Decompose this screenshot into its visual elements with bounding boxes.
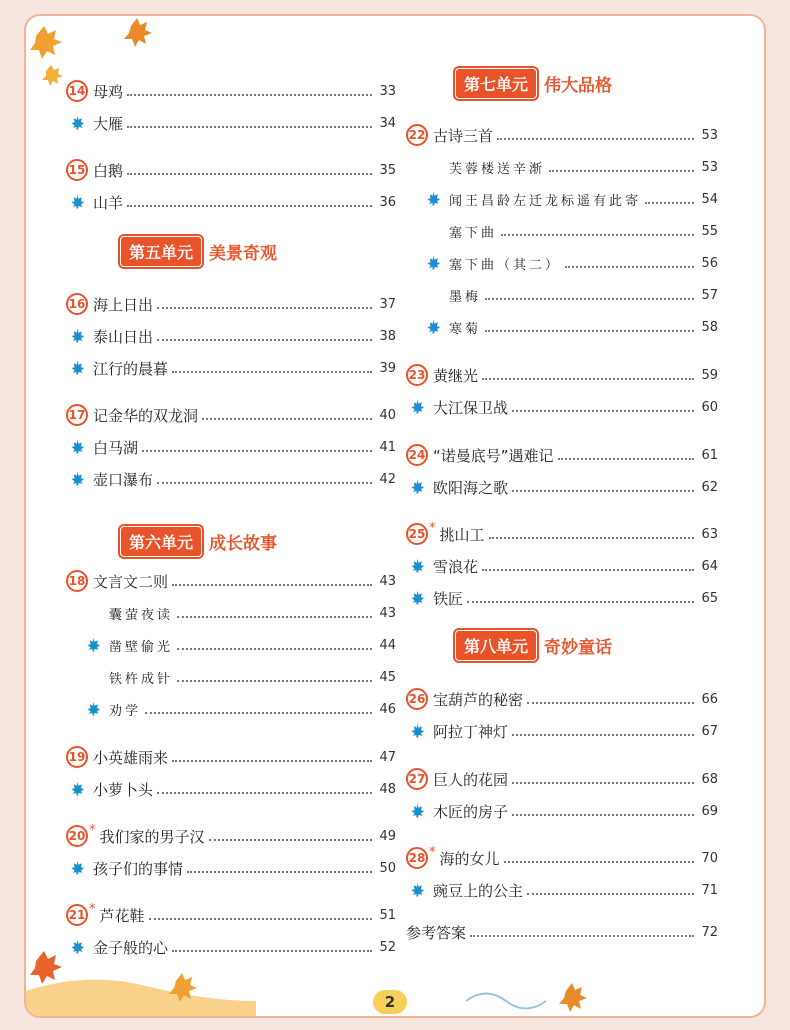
toc-entry[interactable]: [406, 282, 718, 308]
toc-entry[interactable]: [66, 600, 396, 626]
entry-page-number: 61: [701, 447, 718, 463]
entry-title: 参考答案: [406, 923, 467, 942]
entry-title: 木匠的房子: [433, 802, 509, 821]
lesson-number-badge: 24: [406, 444, 428, 466]
dot-leader: [512, 410, 694, 412]
entry-page-number: 47: [379, 749, 396, 765]
dot-leader: [485, 298, 694, 300]
maple-leaf-icon: [66, 439, 88, 455]
unit-heading: [121, 236, 277, 266]
entry-title: 寒菊: [449, 321, 482, 337]
entry-page-number: 62: [701, 479, 718, 495]
toc-entry[interactable]: [406, 919, 718, 945]
entry-title: 泰山日出: [93, 327, 154, 346]
entry-title: 海上日出: [93, 295, 154, 314]
toc-entry[interactable]: [406, 394, 718, 420]
dot-leader: [482, 569, 694, 571]
entry-page-number: 39: [379, 360, 396, 376]
dot-leader: [142, 450, 372, 452]
toc-entry[interactable]: [66, 696, 396, 722]
toc-entry[interactable]: [66, 664, 396, 690]
dot-leader: [512, 490, 694, 492]
entry-page-number: 69: [701, 803, 718, 819]
entry-page-number: 41: [379, 439, 396, 455]
toc-entry[interactable]: [406, 250, 718, 276]
toc-entry[interactable]: [66, 291, 396, 317]
dot-leader: [177, 680, 372, 682]
unit-heading: [121, 526, 277, 556]
toc-entry[interactable]: [406, 845, 718, 871]
entry-title: 挑山工: [439, 525, 485, 544]
dot-leader: [177, 648, 372, 650]
dot-leader: [470, 935, 694, 937]
dot-leader: [482, 378, 694, 380]
entry-page-number: 72: [701, 924, 718, 940]
entry-title: 芦花鞋: [99, 906, 145, 925]
dot-leader: [127, 205, 372, 207]
toc-entry[interactable]: [406, 442, 718, 468]
entry-title: 塞下曲: [449, 225, 498, 241]
toc-entry[interactable]: [66, 402, 396, 428]
entry-page-number: 33: [379, 83, 396, 99]
dot-leader: [172, 584, 372, 586]
dot-leader: [467, 601, 694, 603]
entry-title: 巨人的花园: [433, 770, 509, 789]
entry-page-number: 71: [701, 882, 718, 898]
toc-entry[interactable]: [406, 686, 718, 712]
entry-title: 铁匠: [433, 589, 464, 608]
entry-page-number: 51: [379, 907, 396, 923]
unit-label: 第八单元: [456, 631, 536, 660]
wave-leaf-decoration: [456, 981, 606, 1018]
toc-entry[interactable]: [406, 314, 718, 340]
lesson-number-badge: 14: [66, 80, 88, 102]
toc-entry[interactable]: [406, 122, 718, 148]
toc-entry[interactable]: [406, 798, 718, 824]
lesson-number-badge: 15: [66, 159, 88, 181]
toc-entry[interactable]: [406, 362, 718, 388]
optional-star-mark: *: [89, 901, 96, 917]
unit-theme: 伟大品格: [544, 75, 613, 96]
dot-leader: [157, 482, 372, 484]
entry-title: 铁杵成针: [109, 671, 174, 687]
dot-leader: [501, 234, 694, 236]
lesson-number-badge: 17: [66, 404, 88, 426]
entry-page-number: 42: [379, 471, 396, 487]
toc-entry[interactable]: [66, 110, 396, 136]
toc-entry[interactable]: [66, 823, 396, 849]
maple-leaf-icon: [82, 637, 104, 653]
entry-title: 文言文二则: [93, 572, 169, 591]
maple-leaf-icon: [66, 360, 88, 376]
toc-entry[interactable]: [406, 718, 718, 744]
dot-leader: [172, 371, 372, 373]
unit-label: 第五单元: [121, 237, 201, 266]
toc-entry[interactable]: [406, 521, 718, 547]
entry-title: 壶口瀑布: [93, 470, 154, 489]
lesson-number-badge: 22: [406, 124, 428, 146]
toc-entry[interactable]: [66, 466, 396, 492]
lesson-number-badge: 28: [406, 847, 428, 869]
toc-entry[interactable]: [66, 355, 396, 381]
dot-leader: [527, 702, 694, 704]
maple-leaf-icon: [406, 882, 428, 898]
entry-title: 孩子们的事情: [93, 859, 184, 878]
maple-leaf-icon: [66, 860, 88, 876]
dot-leader: [512, 782, 694, 784]
toc-entry[interactable]: [66, 855, 396, 881]
entry-title: 大江保卫战: [433, 398, 509, 417]
toc-entry[interactable]: [66, 632, 396, 658]
entry-page-number: 57: [701, 287, 718, 303]
entry-page-number: 63: [701, 526, 718, 542]
dot-leader: [489, 537, 694, 539]
maple-leaf-icon: [406, 590, 428, 606]
entry-title: 记金华的双龙洞: [93, 406, 199, 425]
optional-star-mark: *: [429, 520, 436, 536]
toc-page: [24, 14, 766, 1018]
maple-leaf-icon: [406, 558, 428, 574]
dot-leader: [157, 307, 372, 309]
entry-page-number: 50: [379, 860, 396, 876]
lesson-number-badge: 18: [66, 570, 88, 592]
entry-title: 塞下曲（其二）: [449, 257, 562, 273]
lesson-number-badge: 16: [66, 293, 88, 315]
entry-title: 江行的晨暮: [93, 359, 169, 378]
entry-page-number: 35: [379, 162, 396, 178]
lesson-number-badge: 23: [406, 364, 428, 386]
entry-page-number: 64: [701, 558, 718, 574]
toc-entry[interactable]: [66, 434, 396, 460]
dot-leader: [187, 871, 372, 873]
lesson-number-badge: 20: [66, 825, 88, 847]
entry-page-number: 36: [379, 194, 396, 210]
optional-star-mark: *: [429, 844, 436, 860]
dot-leader: [645, 202, 694, 204]
entry-page-number: 68: [701, 771, 718, 787]
dot-leader: [504, 861, 694, 863]
lesson-number-badge: 27: [406, 768, 428, 790]
dot-leader: [558, 458, 694, 460]
entry-title: 劝学: [109, 703, 142, 719]
maple-leaf-icon: [406, 399, 428, 415]
dot-leader: [127, 173, 372, 175]
entry-title: 金子般的心: [93, 938, 169, 957]
entry-page-number: 43: [379, 605, 396, 621]
maple-leaf-icon: [66, 328, 88, 344]
entry-page-number: 40: [379, 407, 396, 423]
entry-title: 欧阳海之歌: [433, 478, 509, 497]
entry-title: 我们家的男子汉: [99, 827, 205, 846]
toc-entry[interactable]: [406, 585, 718, 611]
entry-page-number: 52: [379, 939, 396, 955]
entry-page-number: 49: [379, 828, 396, 844]
entry-page-number: 58: [701, 319, 718, 335]
dot-leader: [177, 616, 372, 618]
maple-leaf-icon: [66, 471, 88, 487]
dot-leader: [512, 814, 694, 816]
toc-entry[interactable]: [66, 189, 396, 215]
autumn-leaves-bottom-decoration: [26, 921, 256, 1018]
lesson-number-badge: 25: [406, 523, 428, 545]
entry-page-number: 37: [379, 296, 396, 312]
toc-entry[interactable]: [66, 744, 396, 770]
toc-entry[interactable]: [406, 553, 718, 579]
entry-title: 芙蓉楼送辛渐: [449, 161, 546, 177]
maple-leaf-icon: [406, 803, 428, 819]
entry-title: 山羊: [93, 193, 124, 212]
entry-title: 囊萤夜读: [109, 607, 174, 623]
entry-title: 墨梅: [449, 289, 482, 305]
toc-entry[interactable]: [406, 877, 718, 903]
unit-theme: 美景奇观: [209, 243, 278, 264]
entry-page-number: 56: [701, 255, 718, 271]
entry-title: “诺曼底号”遇难记: [433, 446, 554, 465]
entry-title: 凿壁偷光: [109, 639, 174, 655]
maple-leaf-icon: [66, 194, 88, 210]
unit-heading: [456, 630, 612, 660]
dot-leader: [145, 712, 372, 714]
maple-leaf-icon: [422, 191, 444, 207]
autumn-leaves-top-decoration: [26, 16, 176, 96]
entry-page-number: 48: [379, 781, 396, 797]
entry-page-number: 53: [701, 159, 718, 175]
entry-page-number: 44: [379, 637, 396, 653]
unit-label: 第六单元: [121, 527, 201, 556]
dot-leader: [149, 918, 372, 920]
entry-title: 古诗三首: [433, 126, 494, 145]
toc-entry[interactable]: [406, 766, 718, 792]
dot-leader: [209, 839, 372, 841]
unit-theme: 成长故事: [209, 533, 278, 554]
entry-page-number: 46: [379, 701, 396, 717]
entry-title: 闻王昌龄左迁龙标遥有此寄: [449, 193, 642, 209]
maple-leaf-icon: [82, 701, 104, 717]
dot-leader: [527, 893, 694, 895]
entry-title: 白鹅: [93, 161, 124, 180]
maple-leaf-icon: [66, 781, 88, 797]
maple-leaf-icon: [406, 723, 428, 739]
lesson-number-badge: 26: [406, 688, 428, 710]
toc-entry[interactable]: [406, 154, 718, 180]
toc-entry[interactable]: [406, 186, 718, 212]
entry-title: 白马湖: [93, 438, 139, 457]
entry-page-number: 59: [701, 367, 718, 383]
entry-title: 阿拉丁神灯: [433, 722, 509, 741]
dot-leader: [512, 734, 694, 736]
dot-leader: [127, 126, 372, 128]
entry-title: 豌豆上的公主: [433, 881, 524, 900]
unit-label: 第七单元: [456, 69, 536, 98]
dot-leader: [157, 792, 372, 794]
maple-leaf-icon: [406, 479, 428, 495]
maple-leaf-icon: [422, 255, 444, 271]
maple-leaf-icon: [422, 319, 444, 335]
entry-title: 小萝卜头: [93, 780, 154, 799]
dot-leader: [549, 170, 694, 172]
entry-page-number: 70: [701, 850, 718, 866]
dot-leader: [565, 266, 694, 268]
entry-page-number: 55: [701, 223, 718, 239]
entry-page-number: 38: [379, 328, 396, 344]
dot-leader: [485, 330, 694, 332]
toc-entry[interactable]: [66, 568, 396, 594]
lesson-number-badge: 19: [66, 746, 88, 768]
toc-entry[interactable]: [66, 323, 396, 349]
entry-title: 母鸡: [93, 82, 124, 101]
dot-leader: [157, 339, 372, 341]
entry-page-number: 65: [701, 590, 718, 606]
entry-title: 宝葫芦的秘密: [433, 690, 524, 709]
unit-heading: [456, 68, 612, 98]
toc-entry[interactable]: [406, 474, 718, 500]
dot-leader: [202, 418, 372, 420]
entry-page-number: 53: [701, 127, 718, 143]
entry-title: 小英雄雨来: [93, 748, 169, 767]
entry-page-number: 34: [379, 115, 396, 131]
optional-star-mark: *: [89, 822, 96, 838]
entry-page-number: 45: [379, 669, 396, 685]
entry-page-number: 54: [701, 191, 718, 207]
toc-entry[interactable]: [406, 218, 718, 244]
lesson-number-badge: 21: [66, 904, 88, 926]
entry-page-number: 67: [701, 723, 718, 739]
entry-title: 黄继光: [433, 366, 479, 385]
entry-page-number: 60: [701, 399, 718, 415]
unit-theme: 奇妙童话: [544, 637, 613, 658]
entry-title: 雪浪花: [433, 557, 479, 576]
dot-leader: [497, 138, 694, 140]
entry-page-number: 43: [379, 573, 396, 589]
maple-leaf-icon: [66, 115, 88, 131]
toc-entry[interactable]: [66, 157, 396, 183]
entry-title: 海的女儿: [439, 849, 500, 868]
toc-entry[interactable]: [66, 776, 396, 802]
dot-leader: [172, 760, 372, 762]
page-number: 2: [373, 990, 407, 1014]
entry-page-number: 66: [701, 691, 718, 707]
entry-title: 大雁: [93, 114, 124, 133]
